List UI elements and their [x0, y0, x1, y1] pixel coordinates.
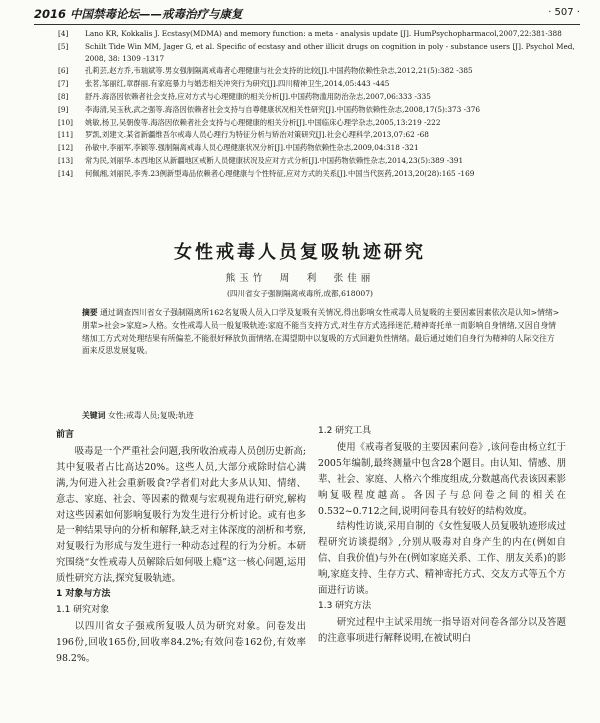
author-affiliation: (四川省女子强制隔离戒毒所,成都,618007) — [226, 289, 374, 298]
reference-item — [58, 78, 576, 90]
article-title: 女性戒毒人员复吸轨迹研究 — [174, 242, 426, 263]
reference-number: [5] — [58, 41, 69, 51]
reference-text: 李海清,吴玉秋,武之强等.海洛因依赖者社会支持与自尊健康状况相关性研究[J].中国药物依赖性杂志,2008,17(5):373 -376 — [85, 104, 480, 114]
reference-number: [7] — [58, 79, 69, 89]
article-authors: 熊玉竹 周 利 张佳丽 — [225, 273, 375, 284]
reference-text: 姚敏,杨卫,吴朝俊等.海洛因依赖者社会支持与心理健康的相关分析[J].中国临床心理学杂志,2005,13:219 -222 — [85, 117, 441, 127]
subsection-heading: 1.2 研究工具 — [318, 426, 372, 436]
reference-text: 孔莉芸,赵方乔,韦瑞斌等.男女强制隔离戒毒者心理健康与社会支持的比较[J].中国药物依赖性杂志,2012,21(5):382 -385 — [85, 66, 473, 76]
section-heading: 1 对象与方法 — [56, 589, 111, 600]
reference-text: 孙敏中,李丽军,李颖等.强制隔离戒毒人员心理健康状况分析[J].中国药物依赖性杂志,2009,04:318 -321 — [85, 143, 419, 153]
reference-item — [58, 168, 576, 180]
reference-text: 舒丹.海洛因依赖者社会支持,应对方式与心理健康的相关分析[J].中国药物滥用防治杂志,2007,06:333 -335 — [85, 91, 431, 101]
reference-item — [58, 41, 576, 65]
subsection-heading: 1.3 研究方法 — [318, 600, 372, 611]
reference-item — [58, 104, 576, 116]
abstract-text: 通过调查四川省女子强制隔离所162名复吸人员入口学及复吸有关情况,得出影响女性戒毒人员复吸的主要因素因素依次是认知>情绪>朋辈>社会>家庭>人格。女性戒毒人员一般复吸轨迹:家庭不能当支持方式,对生存方式选择迷茫,精神寄托单一而影响自身情绪,又因自身情绪加工方式对处理结果有所偏差,不能很好释放负面情绪,在渴望期中以复吸的方式回避负性情绪。最后通过她们自身行为精神的人际交往方面来反思发展复吸。 — [82, 308, 560, 356]
subsection-heading: 1.1 研究对象 — [56, 604, 110, 615]
reference-item — [58, 117, 576, 129]
paragraph: 研究过程中主试采用统一指导语对问卷各部分以及答题的注意事项进行解释说明,在被试明白 — [318, 616, 566, 644]
reference-item — [58, 91, 576, 103]
reference-text: 罗凯,刘建文.某省新疆维吾尔戒毒人员心理行为特征分析与矫治对策研究[J].社会心理科学,2013,07:62 -68 — [85, 130, 429, 140]
reference-number: [9] — [58, 104, 69, 114]
abstract — [82, 307, 562, 358]
reference-number: [4] — [58, 29, 69, 38]
reference-number: [12] — [58, 143, 73, 153]
body-column-left — [56, 428, 306, 667]
paragraph: 结构性访谈,采用自制的《女性复吸人员复吸轨迹形成过程研究访谈提纲》,分别从吸毒对自身产生的内在(例如自信、自我价值)与外在(例如家庭关系、工作、朋友关系)的影响,家庭支持、生存方式、精神寄托方式、交友方式等五个方面进行访谈。 — [318, 521, 566, 597]
reference-text: 张茗,邹丽红,章群丽.有家庭暴力与婚恋相关冲突行为研究[J].四川精神卫生,2014,05:443 -445 — [85, 79, 390, 89]
reference-number: [14] — [58, 168, 73, 178]
abstract-label: 摘要 — [82, 308, 98, 317]
reference-item — [58, 129, 576, 141]
reference-text: Schilt Tide Win MM, Jager G, et al. Specific of ecstasy and other illicit drugs on cognition in poly - substance users [J]. Psychol Med, 2008, 38: 1309 -1317 — [85, 41, 575, 63]
keywords-text: 女性;戒毒人员;复吸;轨迹 — [107, 411, 194, 420]
reference-number: [10] — [58, 117, 73, 127]
reference-item — [58, 65, 576, 77]
reference-number: [11] — [58, 130, 73, 140]
page-header — [34, 6, 580, 25]
reference-number: [8] — [58, 91, 69, 101]
paragraph: 吸毒是一个严重社会问题,我所收治戒毒人员创历史新高;其中复吸者占比高达20%。这些人员,大部分戒除时信心满满,为何进入社会重新吸食?学者们对此大多从认知、情绪、意志、家庭、社会、等因素的微观与宏观视角进行研究,解构对这些因素如何影响复吸行为发生进行分析讨论。或有也多是一种结果导向的分析和解释,缺乏对主体深度的剖析和考察,对复吸行为形成与发生进行一种动态过程的行为分析。本研究围绕“女性戒毒人员解除后如何吸上瘾”这一核心问题,运用质性研究方法,探究复吸轨迹。 — [56, 445, 306, 585]
reference-item — [58, 28, 576, 40]
reference-number: [6] — [58, 66, 69, 76]
body-column-right — [318, 424, 566, 647]
page-number: · 507 · — [548, 7, 580, 18]
keywords — [82, 410, 562, 421]
reference-number: [13] — [58, 155, 73, 165]
reference-text: 常为民,刘丽华.本西地区从新疆地区戒断人员健康状况及应对方式分析[J].中国药物依赖性杂志,2014,23(5):389 -391 — [85, 155, 464, 165]
paragraph: 使用《戒毒者复吸的主要因素问卷》,该问卷由杨立红于2005年编制,最终测量中包含28个题目。由认知、情感、朋辈、社会、家庭、人格六个维度组成,分数越高代表该因素影响复吸程度越高。各因子与总问卷之间的相关在0.532~0.712之间,说明问卷具有较好的结构效度。 — [318, 441, 566, 517]
section-heading: 前言 — [56, 430, 75, 440]
reference-text: Lano KR, Kokkalis J. Ecstasy(MDMA) and memory function: a meta - analysis update [J]. HumPsychopharmacol,2007,22:381-388 — [85, 29, 562, 38]
reference-item — [58, 142, 576, 154]
reference-item — [58, 155, 576, 167]
reference-text: 何佩湘,刘丽民,李秀.23例新型毒品依赖者心理健康与个性特征,应对方式的关系[J].中国当代医药,2013,20(28):165 -169 — [85, 168, 475, 178]
paragraph: 以四川省女子强戒所复吸人员为研究对象。问卷发出196份,回收165份,回收率84.2%;有效问卷162份,有效率98.2%。 — [56, 620, 306, 664]
keywords-label: 关键词 — [82, 411, 106, 420]
journal-title: 2016 中国禁毒论坛——戒毒治疗与康复 — [34, 7, 243, 21]
reference-list — [58, 28, 576, 181]
